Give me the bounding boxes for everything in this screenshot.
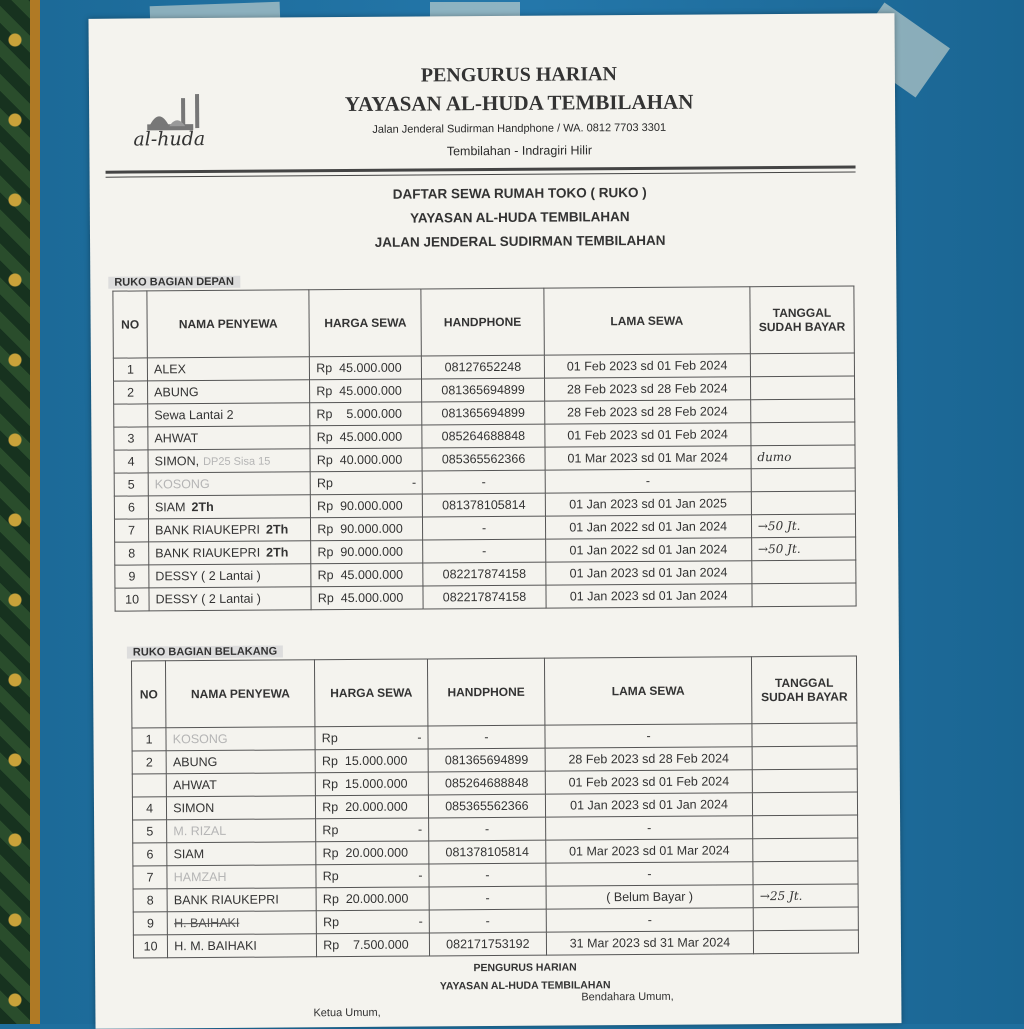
lease-duration: - bbox=[545, 724, 753, 748]
footer-line1: PENGURUS HARIAN bbox=[473, 961, 577, 975]
tenant-name bbox=[148, 403, 310, 427]
rent-price bbox=[310, 425, 422, 449]
tenant-phone: 08127652248 bbox=[422, 355, 544, 379]
column-header-phone: HANDPHONE bbox=[421, 288, 544, 356]
document-title-line2: YAYASAN AL-HUDA TEMBILAHAN bbox=[410, 209, 630, 226]
header-address: Jalan Jenderal Sudirman Handphone / WA. 0812 7703 3301 bbox=[372, 121, 667, 136]
rent-price bbox=[310, 448, 422, 472]
tenant-name bbox=[166, 750, 315, 774]
tenant-name-text: BANK RIAUKEPRI bbox=[173, 892, 279, 908]
tenant-phone: 081365694899 bbox=[428, 748, 545, 772]
tenant-name-text: AHWAT bbox=[173, 777, 217, 793]
row-number: 3 bbox=[114, 427, 148, 450]
carpet-pattern bbox=[0, 0, 30, 1024]
payment-date: dumo bbox=[751, 445, 855, 469]
tenant-name bbox=[149, 564, 311, 588]
lease-duration: 01 Jan 2022 sd 01 Jan 2024 bbox=[545, 515, 751, 539]
lease-duration: 28 Feb 2023 sd 28 Feb 2024 bbox=[544, 377, 750, 401]
rent-price-text: Rp 45.000.000 bbox=[317, 567, 404, 583]
tenant-phone: - bbox=[428, 725, 545, 749]
tenant-phone: - bbox=[423, 516, 545, 540]
front-rent-table bbox=[112, 285, 856, 611]
tenant-name bbox=[148, 495, 310, 519]
tenant-phone: - bbox=[423, 470, 545, 494]
tenant-name bbox=[148, 380, 310, 404]
rent-price-text: Rp bbox=[322, 823, 339, 838]
wooden-frame bbox=[30, 0, 40, 1024]
rent-price-text: Rp 45.000.000 bbox=[316, 429, 403, 445]
lease-duration: - bbox=[546, 862, 754, 886]
row-number: 2 bbox=[114, 381, 148, 404]
back-rent-table bbox=[131, 655, 859, 958]
lease-duration: 01 Jan 2023 sd 01 Jan 2024 bbox=[545, 561, 751, 585]
column-header-paid: TANGGAL SUDAH BAYAR bbox=[750, 286, 855, 354]
payment-date bbox=[751, 468, 855, 492]
tenant-name bbox=[167, 865, 316, 889]
rent-price-dash: - bbox=[417, 730, 422, 745]
tenant-phone: 085365562366 bbox=[428, 794, 545, 818]
column-header-paid: TANGGAL SUDAH BAYAR bbox=[752, 656, 857, 724]
rent-price bbox=[317, 933, 430, 957]
rent-price-text: Rp bbox=[322, 915, 340, 930]
document-title-line3: JALAN JENDERAL SUDIRMAN TEMBILAHAN bbox=[374, 232, 666, 250]
row-number: 7 bbox=[114, 519, 148, 542]
lease-term-badge: 2Th bbox=[191, 499, 214, 515]
rent-price-text: Rp 90.000.000 bbox=[317, 544, 404, 560]
rent-price-text: Rp 20.000.000 bbox=[322, 891, 409, 907]
payment-date bbox=[753, 907, 858, 931]
lease-duration: 01 Mar 2023 sd 01 Mar 2024 bbox=[545, 446, 751, 470]
payment-date bbox=[752, 769, 857, 793]
tenant-phone: - bbox=[429, 886, 546, 910]
tenant-name bbox=[148, 426, 310, 450]
column-header-price: HARGA SEWA bbox=[315, 659, 428, 727]
tenant-phone: 081378105814 bbox=[429, 840, 546, 864]
tenant-name-text: SIAM bbox=[154, 500, 186, 515]
row-number: 1 bbox=[132, 728, 166, 751]
rent-price bbox=[310, 471, 422, 495]
lease-duration: 01 Feb 2023 sd 01 Feb 2024 bbox=[544, 423, 750, 447]
tenant-name-text: ALEX bbox=[153, 362, 186, 377]
tenant-name bbox=[167, 819, 316, 843]
lease-duration: 01 Jan 2023 sd 01 Jan 2025 bbox=[545, 492, 751, 516]
rent-price-text: Rp 5.000.000 bbox=[316, 406, 403, 422]
tenant-phone: - bbox=[429, 817, 546, 841]
payment-date bbox=[752, 723, 857, 747]
back-table-header bbox=[131, 656, 856, 728]
logo-wordmark: al-huda bbox=[133, 128, 206, 151]
rent-price-text: Rp 15.000.000 bbox=[321, 753, 408, 769]
tenant-name bbox=[149, 518, 311, 542]
tenant-name bbox=[166, 773, 315, 797]
rent-price-text: Rp 45.000.000 bbox=[316, 360, 402, 376]
header-title-line1: PENGURUS HARIAN bbox=[420, 63, 618, 87]
tenant-name bbox=[167, 911, 316, 935]
tenant-name bbox=[147, 357, 309, 381]
tenant-name bbox=[149, 587, 311, 611]
signature-chairman-label: Ketua Umum, bbox=[313, 1006, 381, 1020]
payment-date bbox=[752, 560, 856, 584]
header-city: Tembilahan - Indragiri Hilir bbox=[446, 143, 593, 159]
tenant-name bbox=[167, 888, 316, 912]
payment-date bbox=[751, 422, 855, 446]
rent-price-text: Rp 20.000.000 bbox=[322, 845, 409, 861]
row-number: 1 bbox=[113, 358, 147, 381]
column-header-duration: LAMA SEWA bbox=[543, 287, 750, 355]
rent-price bbox=[311, 494, 423, 518]
column-header-no: NO bbox=[131, 661, 166, 728]
rent-price bbox=[310, 356, 422, 380]
lease-duration: - bbox=[545, 469, 751, 493]
lease-duration: 28 Feb 2023 sd 28 Feb 2024 bbox=[545, 747, 753, 771]
tenant-name-text: ABUNG bbox=[154, 385, 199, 400]
lease-term-badge: 2Th bbox=[266, 545, 289, 560]
tenant-name-text: HAMZAH bbox=[173, 869, 227, 885]
lease-duration: - bbox=[545, 816, 753, 840]
front-section-label: RUKO BAGIAN DEPAN bbox=[108, 276, 240, 289]
lease-duration: 01 Feb 2023 sd 01 Feb 2024 bbox=[545, 770, 753, 794]
row-number: 4 bbox=[132, 797, 166, 820]
rent-price-text: Rp bbox=[321, 731, 338, 746]
tenant-name bbox=[168, 934, 317, 958]
rent-price bbox=[310, 402, 422, 426]
row-number: 8 bbox=[133, 889, 167, 912]
tenant-note: DP25 Sisa 15 bbox=[203, 455, 271, 469]
rent-price bbox=[311, 540, 423, 564]
row-number: 6 bbox=[114, 496, 148, 519]
row-number bbox=[132, 774, 166, 797]
table-row bbox=[115, 583, 856, 611]
row-number: 5 bbox=[114, 473, 148, 496]
rent-price bbox=[316, 795, 429, 819]
rent-price-dash: - bbox=[417, 822, 423, 837]
tenant-name-text: DESSY ( 2 Lantai ) bbox=[155, 568, 261, 584]
rent-price bbox=[316, 887, 429, 911]
al-huda-logo bbox=[119, 88, 219, 159]
payment-date bbox=[754, 930, 859, 954]
tenant-name bbox=[148, 449, 310, 473]
tenant-phone: - bbox=[429, 863, 546, 887]
tenant-phone: 081365694899 bbox=[422, 401, 544, 425]
rent-price-text: Rp 45.000.000 bbox=[317, 590, 404, 606]
tenant-phone: 085264688848 bbox=[428, 771, 545, 795]
tenant-name bbox=[167, 796, 316, 820]
tenant-name-text: ABUNG bbox=[172, 754, 218, 770]
rent-price-text: Rp 7.500.000 bbox=[323, 937, 409, 953]
row-number: 7 bbox=[133, 866, 167, 889]
row-number: 4 bbox=[114, 450, 148, 473]
table-row bbox=[133, 930, 858, 958]
tenant-name-text: KOSONG bbox=[172, 731, 228, 747]
row-number: 10 bbox=[133, 935, 167, 958]
payment-date bbox=[752, 583, 856, 607]
row-number: 5 bbox=[133, 820, 167, 843]
rent-price-text: Rp 90.000.000 bbox=[317, 521, 403, 537]
payment-date: →25 Jt. bbox=[753, 884, 858, 908]
tenant-name-text: M. RIZAL bbox=[173, 823, 227, 839]
tenant-name-text: AHWAT bbox=[154, 431, 199, 446]
tenant-name-text: SIMON, bbox=[154, 454, 200, 469]
rent-price-text: Rp bbox=[316, 476, 334, 491]
lease-term-badge: 2Th bbox=[265, 522, 289, 537]
row-number: 9 bbox=[115, 565, 149, 588]
payment-date bbox=[753, 815, 858, 839]
tenant-name bbox=[149, 541, 311, 565]
rent-price bbox=[311, 563, 423, 587]
lease-duration: 01 Mar 2023 sd 01 Mar 2024 bbox=[546, 839, 754, 863]
payment-date bbox=[750, 399, 854, 423]
tenant-phone: 085365562366 bbox=[422, 447, 544, 471]
tenant-name-text: H. M. BAIHAKI bbox=[174, 938, 257, 954]
rent-price-dash: - bbox=[418, 868, 423, 883]
row-number: 2 bbox=[132, 751, 166, 774]
tenant-phone: 081365694899 bbox=[422, 378, 544, 402]
rent-price-text: Rp 20.000.000 bbox=[322, 799, 408, 815]
rent-price-text: Rp 90.000.000 bbox=[317, 498, 403, 514]
rental-notice-paper bbox=[88, 13, 901, 1029]
tenant-phone: 082217874158 bbox=[423, 585, 545, 609]
rent-price-text: Rp bbox=[322, 869, 339, 884]
tenant-phone: 082217874158 bbox=[423, 562, 545, 586]
column-header-price: HARGA SEWA bbox=[309, 289, 422, 357]
rent-price bbox=[315, 749, 428, 773]
tenant-name-text: SIMON bbox=[173, 800, 215, 816]
tenant-name bbox=[167, 842, 316, 866]
rent-price bbox=[316, 864, 429, 888]
back-section-label: RUKO BAGIAN BELAKANG bbox=[127, 645, 283, 658]
tenant-phone: 085264688848 bbox=[422, 424, 544, 448]
front-table-header bbox=[113, 286, 854, 358]
rent-price bbox=[311, 586, 423, 610]
column-header-name: NAMA PENYEWA bbox=[147, 290, 310, 358]
lease-duration: 28 Feb 2023 sd 28 Feb 2024 bbox=[544, 400, 750, 424]
payment-date bbox=[753, 861, 858, 885]
document-title-line1: DAFTAR SEWA RUMAH TOKO ( RUKO ) bbox=[392, 184, 647, 202]
footer-line2: YAYASAN AL-HUDA TEMBILAHAN bbox=[439, 979, 611, 993]
column-header-phone: HANDPHONE bbox=[427, 658, 544, 726]
lease-duration: 01 Jan 2023 sd 01 Jan 2024 bbox=[545, 793, 753, 817]
payment-date: →50 Jt. bbox=[751, 514, 855, 538]
lease-duration: 01 Jan 2022 sd 01 Jan 2024 bbox=[545, 538, 751, 562]
rent-price bbox=[316, 910, 429, 934]
rent-price bbox=[315, 726, 428, 750]
lease-duration: ( Belum Bayar ) bbox=[546, 885, 754, 909]
rent-price bbox=[316, 841, 429, 865]
rent-price bbox=[311, 517, 423, 541]
mosque-icon bbox=[119, 88, 219, 134]
tenant-name-text: BANK RIAUKEPRI bbox=[155, 522, 261, 538]
tenant-name-text: DESSY ( 2 Lantai ) bbox=[155, 591, 262, 607]
tenant-name bbox=[166, 727, 315, 751]
payment-date bbox=[753, 838, 858, 862]
payment-date bbox=[752, 746, 857, 770]
header-title-line2: YAYASAN AL-HUDA TEMBILAHAN bbox=[344, 89, 694, 117]
tenant-name-text: BANK RIAUKEPRI bbox=[155, 545, 261, 561]
lease-duration: - bbox=[546, 908, 754, 932]
tenant-phone: - bbox=[423, 539, 545, 563]
column-header-no: NO bbox=[113, 291, 147, 358]
rent-price bbox=[310, 379, 422, 403]
rent-price-text: Rp 15.000.000 bbox=[322, 776, 408, 792]
payment-date: →50 Jt. bbox=[751, 537, 855, 561]
payment-date bbox=[751, 491, 855, 515]
rent-price-dash: - bbox=[411, 475, 417, 490]
rent-price-dash: - bbox=[418, 914, 423, 929]
rent-price-text: Rp 45.000.000 bbox=[316, 383, 402, 399]
tenant-name-text: Sewa Lantai 2 bbox=[154, 407, 234, 423]
tenant-name-text: SIAM bbox=[173, 847, 205, 862]
tenant-phone: 082171753192 bbox=[429, 932, 546, 956]
row-number: 8 bbox=[115, 542, 149, 565]
column-header-name: NAMA PENYEWA bbox=[166, 660, 315, 728]
payment-date bbox=[750, 353, 854, 377]
row-number: 6 bbox=[133, 843, 167, 866]
column-header-duration: LAMA SEWA bbox=[544, 657, 752, 725]
payment-date bbox=[750, 376, 854, 400]
signature-treasurer-label: Bendahara Umum, bbox=[581, 990, 674, 1004]
row-number: 10 bbox=[115, 588, 149, 611]
row-number bbox=[114, 404, 148, 427]
rent-price-text: Rp 40.000.000 bbox=[316, 452, 403, 468]
tenant-name-text: KOSONG bbox=[154, 476, 210, 492]
tenant-phone: - bbox=[429, 909, 546, 933]
lease-duration: 01 Feb 2023 sd 01 Feb 2024 bbox=[544, 354, 750, 378]
rent-price bbox=[316, 772, 429, 796]
lease-duration: 31 Mar 2023 sd 31 Mar 2024 bbox=[546, 931, 754, 955]
lease-duration: 01 Jan 2023 sd 01 Jan 2024 bbox=[545, 584, 751, 608]
row-number: 9 bbox=[133, 912, 167, 935]
tenant-name bbox=[148, 472, 310, 496]
tenant-phone: 081378105814 bbox=[423, 493, 545, 517]
rent-price bbox=[316, 818, 429, 842]
tenant-name-text: H. BAIHAKI bbox=[173, 915, 240, 931]
payment-date bbox=[753, 792, 858, 816]
